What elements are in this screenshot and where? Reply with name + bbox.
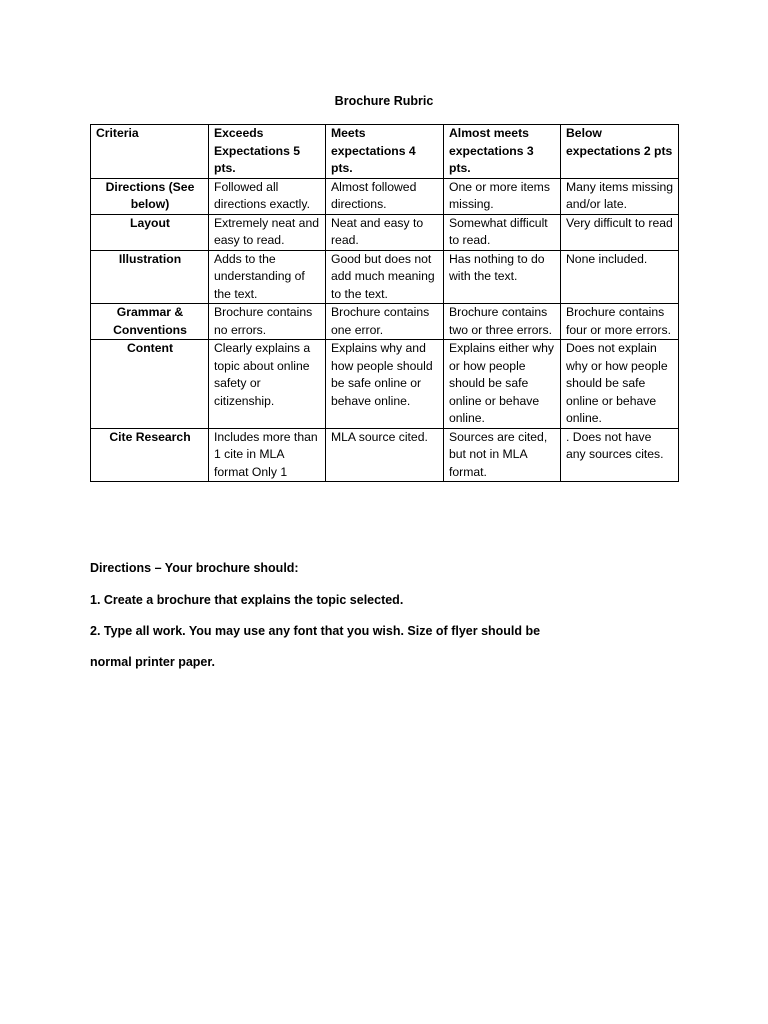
header-criteria: Criteria — [91, 125, 209, 179]
table-cell: Many items missing and/or late. — [561, 178, 679, 214]
document-title: Brochure Rubric — [334, 94, 434, 108]
table-row — [91, 428, 679, 482]
rubric-table — [90, 124, 679, 482]
criteria-cell: Content — [91, 340, 209, 429]
table-cell: Somewhat difficult to read. — [444, 214, 561, 250]
table-cell: Extremely neat and easy to read. — [209, 214, 326, 250]
table-cell: Followed all directions exactly. — [209, 178, 326, 214]
table-cell: . Does not have any sources cites. — [561, 428, 679, 482]
table-row — [91, 214, 679, 250]
table-cell: Neat and easy to read. — [326, 214, 444, 250]
header-below: Below expectations 2 pts — [561, 125, 679, 179]
header-almost-meets: Almost meets expectations 3 pts. — [444, 125, 561, 179]
table-cell: Includes more than 1 cite in MLA format Only 1 — [209, 428, 326, 482]
table-cell: Very difficult to read — [561, 214, 679, 250]
table-cell: Sources are cited, but not in MLA format. — [444, 428, 561, 482]
criteria-cell: Cite Research — [91, 428, 209, 482]
table-header-row — [91, 125, 679, 179]
directions-item-2-line-2: normal printer paper. — [90, 655, 216, 669]
criteria-cell: Illustration — [91, 250, 209, 304]
table-cell: Brochure contains four or more errors. — [561, 304, 679, 340]
table-cell: Does not explain why or how people should be safe online or behave online. — [561, 340, 679, 429]
table-cell: Has nothing to do with the text. — [444, 250, 561, 304]
header-meets: Meets expectations 4 pts. — [326, 125, 444, 179]
table-cell: MLA source cited. — [326, 428, 444, 482]
directions-item-1: 1. Create a brochure that explains the topic selected. — [90, 593, 404, 607]
directions-heading: Directions – Your brochure should: — [90, 561, 299, 575]
table-row — [91, 340, 679, 429]
table-cell: Explains either why or how people should be safe online or behave online. — [444, 340, 561, 429]
criteria-cell: Layout — [91, 214, 209, 250]
table-cell: Brochure contains one error. — [326, 304, 444, 340]
table-row — [91, 178, 679, 214]
table-cell: Clearly explains a topic about online safety or citizenship. — [209, 340, 326, 429]
table-cell: Explains why and how people should be safe online or behave online. — [326, 340, 444, 429]
header-exceeds: Exceeds Expectations 5 pts. — [209, 125, 326, 179]
table-cell: Brochure contains no errors. — [209, 304, 326, 340]
criteria-cell: Directions (See below) — [91, 178, 209, 214]
directions-item-2-line-1: 2. Type all work. You may use any font that you wish. Size of flyer should be — [90, 624, 541, 638]
table-cell: Almost followed directions. — [326, 178, 444, 214]
table-cell: Brochure contains two or three errors. — [444, 304, 561, 340]
table-row — [91, 250, 679, 304]
table-cell: One or more items missing. — [444, 178, 561, 214]
table-cell: Adds to the understanding of the text. — [209, 250, 326, 304]
table-cell: Good but does not add much meaning to the text. — [326, 250, 444, 304]
table-row — [91, 304, 679, 340]
criteria-cell: Grammar & Conventions — [91, 304, 209, 340]
table-cell: None included. — [561, 250, 679, 304]
